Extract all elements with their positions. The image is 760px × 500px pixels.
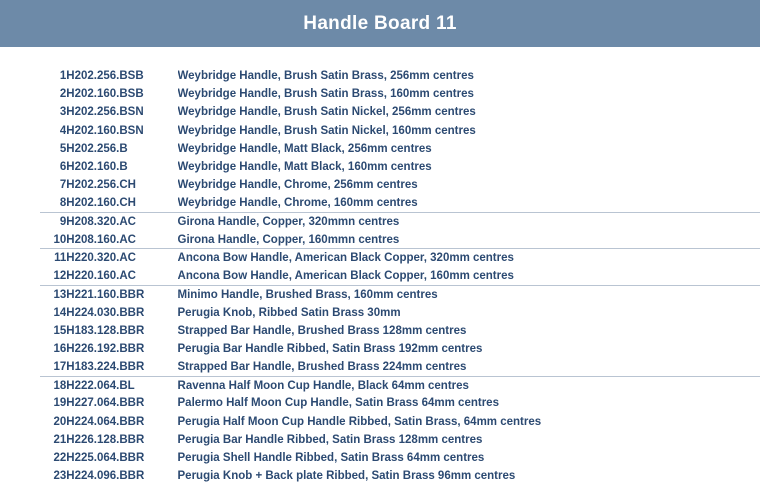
product-description: Weybridge Handle, Chrome, 256mm centres — [177, 179, 418, 192]
table-row — [40, 103, 760, 121]
product-description: Perugia Bar Handle Ribbed, Satin Brass 128mm centres — [177, 433, 483, 446]
product-description: Weybridge Handle, Brush Satin Nickel, 256mm centres — [177, 106, 476, 119]
row-number: 10 — [40, 231, 66, 249]
table-row — [40, 285, 760, 303]
row-number: 18 — [53, 379, 67, 392]
product-description: Ancona Bow Handle, American Black Copper, 160mm centres — [178, 267, 760, 285]
product-code: H224.030.BBR — [66, 306, 145, 319]
row-number: 21 — [53, 433, 67, 446]
row-number: 4 — [59, 124, 67, 137]
product-code: H222.064.BL — [66, 379, 135, 392]
table-row — [40, 158, 760, 176]
product-code: H202.256.BSB — [66, 70, 144, 83]
product-code: H221.160.BBR — [66, 288, 145, 301]
row-number: 11 — [54, 252, 67, 265]
product-description: Weybridge Handle, Matt Black, 256mm centres — [177, 142, 432, 155]
product-description: Ravenna Half Moon Cup Handle, Black 64mm centres — [177, 379, 469, 392]
row-number: 14 — [53, 306, 67, 319]
table-row — [40, 67, 760, 85]
product-description: Weybridge Handle, Brush Satin Nickel, 160mm centres — [177, 124, 476, 137]
table-row — [40, 303, 760, 321]
product-description: Perugia Knob, Ribbed Satin Brass 30mm — [177, 306, 401, 319]
table-row — [40, 249, 760, 267]
row-number: 1 — [59, 70, 67, 83]
product-code: H202.160.BSN — [66, 124, 144, 137]
row-number: 2 — [59, 88, 67, 101]
product-code: H224.064.BBR — [66, 415, 145, 428]
product-code: H227.064.BBR — [66, 397, 145, 410]
product-table-body — [40, 67, 760, 485]
product-description: Weybridge Handle, Chrome, 160mm centres — [178, 194, 760, 212]
row-number: 7 — [59, 179, 67, 192]
product-code: H208.320.AC — [66, 215, 136, 228]
row-number: 13 — [53, 288, 67, 301]
product-code: H225.064.BBR — [66, 452, 145, 465]
product-code: H226.192.BBR — [66, 342, 145, 355]
product-table — [40, 67, 760, 485]
product-description: Palermo Half Moon Cup Handle, Satin Brass 64mm centres — [177, 397, 499, 410]
product-code: H202.256.CH — [66, 179, 136, 192]
product-code: H202.160.CH — [66, 194, 177, 212]
table-row — [40, 231, 760, 249]
product-description: Weybridge Handle, Brush Satin Brass, 256mm centres — [177, 70, 474, 83]
row-number: 12 — [40, 267, 66, 285]
table-row — [40, 176, 760, 194]
table-row — [40, 394, 760, 412]
product-description: Strapped Bar Handle, Brushed Brass 224mm centres — [178, 358, 760, 376]
table-row — [40, 85, 760, 103]
product-description: Perugia Bar Handle Ribbed, Satin Brass 192mm centres — [177, 342, 483, 355]
table-row — [40, 267, 760, 285]
row-number: 16 — [53, 342, 67, 355]
table-row — [40, 376, 760, 394]
table-row — [40, 122, 760, 140]
row-number: 5 — [59, 142, 67, 155]
row-number: 8 — [40, 194, 66, 212]
product-description: Perugia Knob + Back plate Ribbed, Satin Brass 96mm centres — [177, 470, 516, 483]
product-code: H183.128.BBR — [66, 324, 145, 337]
table-row — [40, 449, 760, 467]
product-code: H202.256.B — [66, 142, 128, 155]
row-number: 22 — [53, 452, 67, 465]
row-number: 15 — [53, 324, 67, 337]
table-row — [40, 467, 760, 485]
product-code: H224.096.BBR — [66, 470, 145, 483]
product-description: Minimo Handle, Brushed Brass, 160mm centres — [177, 288, 438, 301]
row-number: 3 — [59, 106, 67, 119]
row-number: 9 — [59, 215, 67, 228]
table-row — [40, 413, 760, 431]
table-row — [40, 194, 760, 212]
table-row — [40, 358, 760, 376]
product-description: Perugia Shell Handle Ribbed, Satin Brass 64mm centres — [177, 452, 485, 465]
product-list — [0, 47, 760, 485]
product-code: H202.256.BSN — [66, 106, 144, 119]
product-description: Weybridge Handle, Matt Black, 160mm centres — [177, 161, 432, 174]
product-description: Ancona Bow Handle, American Black Copper, 320mm centres — [177, 252, 514, 265]
product-code: H226.128.BBR — [66, 433, 145, 446]
table-row — [40, 213, 760, 231]
product-code: H183.224.BBR — [66, 358, 177, 376]
row-number: 20 — [53, 415, 67, 428]
table-row — [40, 140, 760, 158]
product-code: H220.320.AC — [66, 252, 136, 265]
product-code: H202.160.BSB — [66, 88, 144, 101]
page-header — [0, 0, 760, 47]
product-description: Girona Handle, Copper, 160mmn centres — [178, 231, 760, 249]
table-row — [40, 340, 760, 358]
product-description: Girona Handle, Copper, 320mmn centres — [177, 215, 400, 228]
table-row — [40, 322, 760, 340]
product-description: Strapped Bar Handle, Brushed Brass 128mm centres — [177, 324, 467, 337]
row-number: 6 — [59, 161, 67, 174]
page-title: Handle Board 11 — [303, 12, 457, 34]
row-number: 17 — [40, 358, 66, 376]
row-number: 23 — [53, 470, 67, 483]
product-description: Perugia Half Moon Cup Handle Ribbed, Satin Brass, 64mm centres — [177, 415, 542, 428]
product-description: Weybridge Handle, Brush Satin Brass, 160mm centres — [177, 88, 474, 101]
table-row — [40, 431, 760, 449]
row-number: 19 — [53, 397, 67, 410]
product-code: H208.160.AC — [66, 231, 177, 249]
product-code: H220.160.AC — [66, 267, 177, 285]
product-code: H202.160.B — [66, 161, 128, 174]
